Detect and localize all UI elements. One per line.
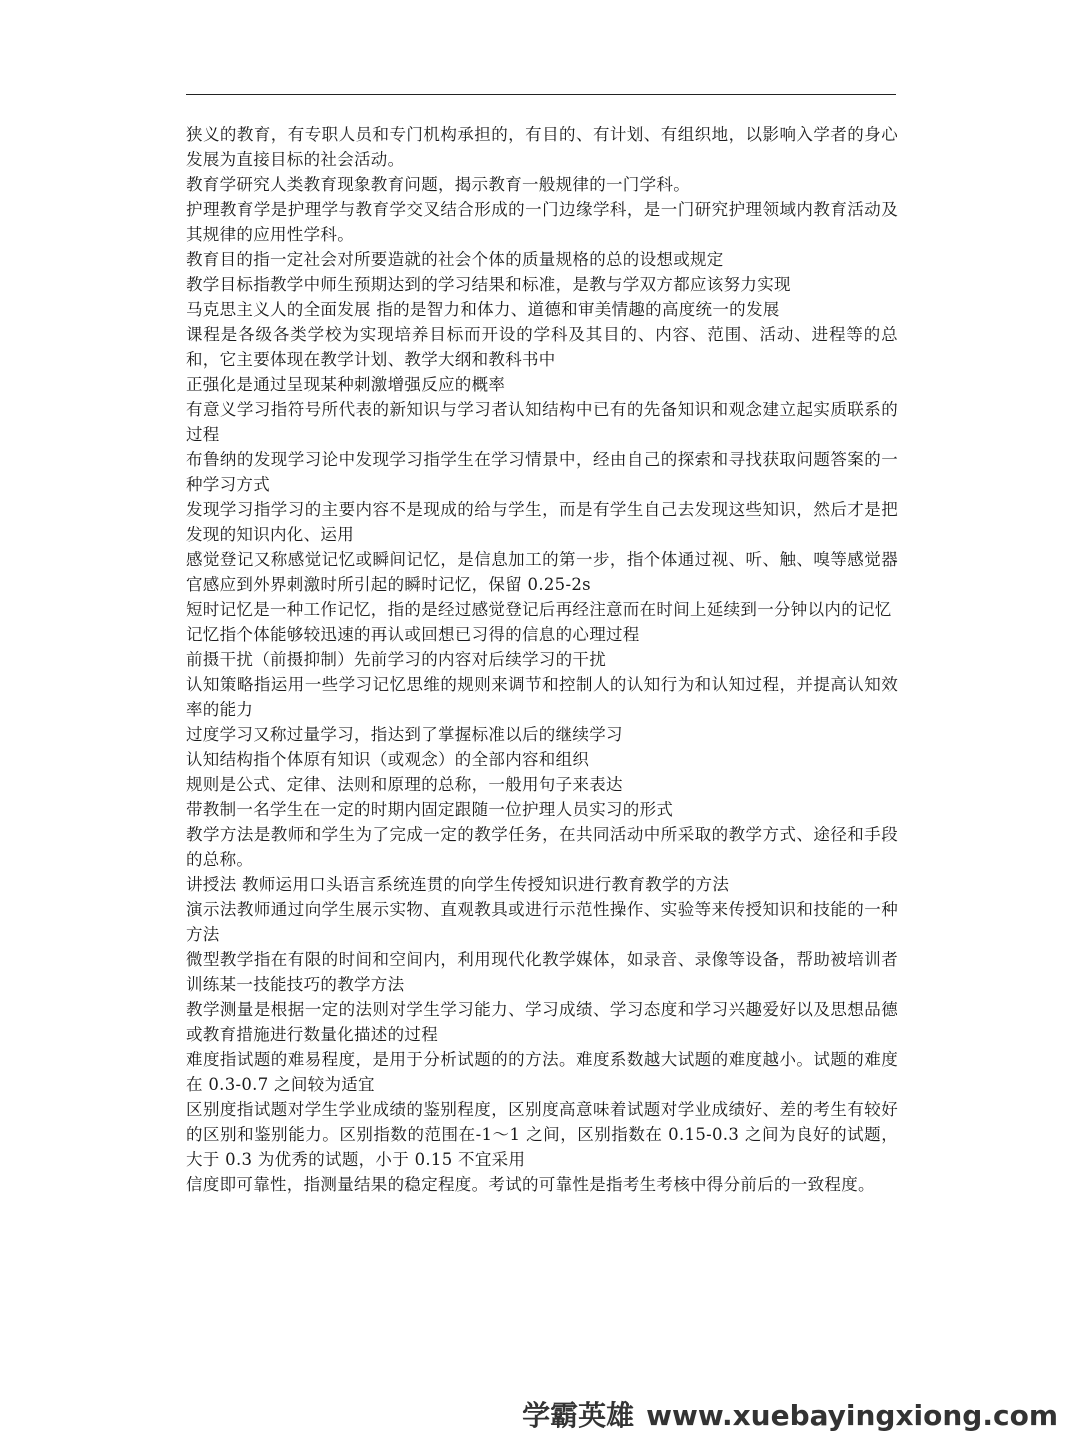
paragraph: 护理教育学是护理学与教育学交叉结合形成的一门边缘学科，是一门研究护理领域内教育活动及其规律的应用性学科。	[186, 200, 898, 244]
paragraph: 信度即可靠性，指测量结果的稳定程度。考试的可靠性是指考生考核中得分前后的一致程度。	[186, 1175, 875, 1194]
paragraph: 布鲁纳的发现学习论中发现学习指学生在学习情景中，经由自己的探索和寻找获取问题答案的一种学习方式	[186, 450, 898, 494]
paragraph: 教学方法是教师和学生为了完成一定的教学任务，在共同活动中所采取的教学方式、途径和手段的总称。	[186, 825, 898, 869]
watermark-url: www.xuebayingxiong.com	[646, 1399, 1058, 1432]
paragraph: 有意义学习指符号所代表的新知识与学习者认知结构中已有的先备知识和观念建立起实质联系的过程	[186, 400, 898, 444]
paragraph: 带教制一名学生在一定的时期内固定跟随一位护理人员实习的形式	[186, 800, 674, 819]
paragraph: 认知策略指运用一些学习记忆思维的规则来调节和控制人的认知行为和认知过程，并提高认知效率的能力	[186, 675, 898, 719]
paragraph: 记忆指个体能够较迅速的再认或回想已习得的信息的心理过程	[186, 625, 640, 644]
paragraph: 教学目标指教学中师生预期达到的学习结果和标准，是教与学双方都应该努力实现	[186, 275, 791, 294]
watermark-brand: 学霸英雄	[522, 1399, 635, 1432]
paragraph: 教育目的指一定社会对所要造就的社会个体的质量规格的总的设想或规定	[186, 250, 724, 269]
site-watermark	[522, 1394, 1058, 1434]
paragraph: 教学测量是根据一定的法则对学生学习能力、学习成绩、学习态度和学习兴趣爱好以及思想品德或教育措施进行数量化描述的过程	[186, 1000, 898, 1044]
paragraph: 马克思主义人的全面发展 指的是智力和体力、道德和审美情趣的高度统一的发展	[186, 300, 780, 319]
paragraph: 狭义的教育，有专职人员和专门机构承担的，有目的、有计划、有组织地，以影响入学者的身心发展为直接目标的社会活动。	[186, 125, 898, 169]
paragraph: 正强化是通过呈现某种刺激增强反应的概率	[186, 375, 506, 394]
paragraph: 认知结构指个体原有知识（或观念）的全部内容和组织	[186, 750, 590, 769]
paragraph: 感觉登记又称感觉记忆或瞬间记忆，是信息加工的第一步，指个体通过视、听、触、嗅等感觉器官感应到外界刺激时所引起的瞬时记忆，保留 0.25-2s	[186, 550, 898, 594]
paragraph: 短时记忆是一种工作记忆，指的是经过感觉登记后再经注意而在时间上延续到一分钟以内的记忆	[186, 600, 892, 619]
paragraph: 难度指试题的难易程度，是用于分析试题的的方法。难度系数越大试题的难度越小。试题的难度在 0.3-0.7 之间较为适宜	[186, 1050, 898, 1094]
document-body	[186, 122, 898, 1197]
header-rule	[186, 94, 896, 95]
paragraph: 规则是公式、定律、法则和原理的总称，一般用句子来表达	[186, 775, 623, 794]
paragraph: 课程是各级各类学校为实现培养目标而开设的学科及其目的、内容、范围、活动、进程等的总和，它主要体现在教学计划、教学大纲和教科书中	[186, 325, 898, 369]
paragraph: 讲授法 教师运用口头语言系统连贯的向学生传授知识进行教育教学的方法	[186, 875, 730, 894]
paragraph: 区别度指试题对学生学业成绩的鉴别程度，区别度高意味着试题对学业成绩好、差的考生有较好的区别和鉴别能力。区别指数的范围在-1～1 之间，区别指数在 0.15-0.3 之间为良好的试题，大于 0.3 为优秀的试题，小于 0.15 不宜采用	[186, 1100, 898, 1169]
paragraph: 演示法教师通过向学生展示实物、直观教具或进行示范性操作、实验等来传授知识和技能的一种方法	[186, 900, 898, 944]
paragraph: 过度学习又称过量学习，指达到了掌握标准以后的继续学习	[186, 725, 623, 744]
paragraph: 教育学研究人类教育现象教育问题，揭示教育一般规律的一门学科。	[186, 175, 690, 194]
paragraph: 发现学习指学习的主要内容不是现成的给与学生，而是有学生自己去发现这些知识，然后才是把发现的知识内化、运用	[186, 500, 898, 544]
paragraph: 前摄干扰（前摄抑制）先前学习的内容对后续学习的干扰	[186, 650, 606, 669]
paragraph: 微型教学指在有限的时间和空间内，利用现代化教学媒体，如录音、录像等设备，帮助被培训者训练某一技能技巧的教学方法	[186, 950, 898, 994]
